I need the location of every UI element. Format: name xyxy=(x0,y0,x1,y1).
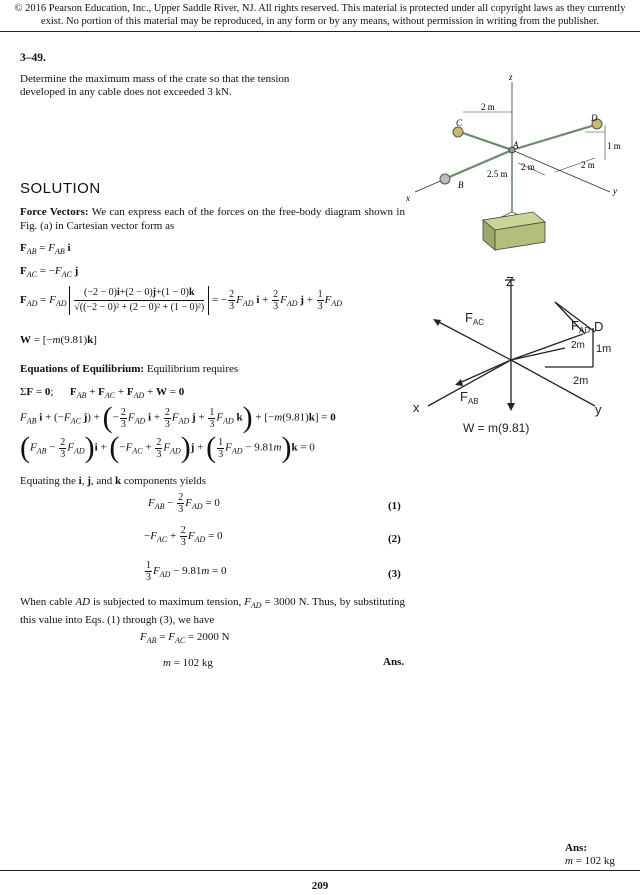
fig-dim-2m-top: 2 m xyxy=(481,102,495,112)
page-number: 209 xyxy=(311,880,329,892)
copyright-notice: © 2016 Pearson Education, Inc., Upper Saddle River, NJ. All rights reserved. This material is protected under all copyright laws as they currently exist. No portion of this material may be reproduced, in any form or by any means, without permission in writing from the publisher. xyxy=(14,3,626,27)
eq-number-2: (2) xyxy=(388,533,401,545)
fbd-dim-2m-b: 2m xyxy=(573,375,589,387)
fbd-x-label: x xyxy=(413,400,420,415)
free-body-diagram xyxy=(405,272,612,442)
eq-3: $\frac{1}{3}$ $F_{AD} - 9.81m = 0$ xyxy=(146,560,227,583)
result-mass: m = 102 kg xyxy=(163,657,213,669)
problem-figure xyxy=(395,70,635,250)
eq-number-3: (3) xyxy=(388,568,401,580)
eq-FAD: $F_{AD} = F_{AD}$ $\frac{(-2 - 0)i+(2 - 0)j+(1 - 0)k}{\text{√((−2 − 0)² + (2 − 0)² + (1 − 0)²)}}$ = − $\frac{2}{3}$ $F_{AD}$ i + $\frac{2}{3}$ $F_{AD}$ j + $\frac{1}{3}$ $F_{AD}$ xyxy=(20,287,343,313)
fig-y-label: y xyxy=(613,186,617,196)
eq-2: $-F_{AC}$ + $\frac{2}{3}$ $F_{AD} = 0$ xyxy=(144,525,223,548)
fig-A-label: A xyxy=(513,140,519,150)
fbd-y-label: y xyxy=(595,402,602,417)
result-forces: $F_{AB} = F_{AC} = 2000$ N xyxy=(140,631,230,646)
force-vectors-paragraph xyxy=(20,205,405,233)
eq-1: $F_{AB}$ − $\frac{2}{3}$ $F_{AD} = 0$ xyxy=(148,492,220,515)
eq-number-1: (1) xyxy=(388,500,401,512)
fbd-dim-1m: 1m xyxy=(596,343,612,355)
answer-box-label: Ans: xyxy=(565,842,588,854)
fig-dim-2m-right: 2 m xyxy=(581,160,595,170)
fbd-Z-label: Z xyxy=(506,274,514,289)
problem-number: 3–49. xyxy=(20,52,46,64)
header-rule xyxy=(0,31,640,32)
fig-C-label: C xyxy=(456,118,463,128)
eq-sum-forces: ΣF = 0; $F_{AB} + F_{AC} + F_{AD} + W = 0$ xyxy=(20,386,185,401)
force-vectors-text: We can express each of the forces on the free-body diagram shown in Fig. (a) in Cartesian vector form as xyxy=(20,206,405,232)
fig-D-label: D xyxy=(591,113,598,123)
equating-text: Equating the i, j, and k components yields xyxy=(20,475,207,487)
force-vectors-title: Force Vectors: xyxy=(20,206,89,218)
problem-statement: Determine the maximum mass of the crate so that the tension developed in any cable does not exceeded 3 kN. xyxy=(20,73,290,98)
fig-dim-1m: 1 m xyxy=(607,141,621,151)
fbd-W-label: W = m(9.81) xyxy=(463,421,530,435)
fig-dim-2m-mid: 2 m xyxy=(521,162,535,172)
eq-FAC: $F_{AC} = -F_{AC}$ j xyxy=(20,265,79,280)
fbd-FAD-label: $F_{AD}$ xyxy=(571,318,591,335)
answer-box-value: m = 102 kg xyxy=(565,855,615,867)
equilibrium-text: Equilibrium requires xyxy=(146,363,239,375)
fig-z-label: z xyxy=(509,72,513,82)
fig-x-label: x xyxy=(406,193,410,203)
eq-expanded: $F_{AB}$ $i + (-F_{AC}$ j) + (− $\frac{2}{3}$ $F_{AD}$ i + $\frac{2}{3}$ $F_{AD}$ j + $\frac{1}{3}$ $F_{AD}$ k) + [−m(9.81)k] = 0 xyxy=(20,401,336,434)
equilibrium-paragraph xyxy=(20,362,405,376)
fig-B-label: B xyxy=(458,180,464,190)
eq-components: ($F_{AB}$ − $\frac{2}{3}$ $F_{AD})i + (-F_{AC}$ + $\frac{2}{3}$ $F_{AD})j$ + ( $\frac{1}{3}$ $F_{AD} - 9.81m)k = 0$ xyxy=(20,431,315,464)
solution-heading: SOLUTION xyxy=(20,180,101,197)
equilibrium-title: Equations of Equilibrium: xyxy=(20,363,145,375)
eq-W: W = [−m(9.81)k] xyxy=(20,334,97,346)
fbd-FAC-label: $F_{AC}$ xyxy=(465,310,485,327)
eq-FAB: $F_{AB} = F_{AB}$ i xyxy=(20,242,71,257)
footer-rule xyxy=(0,870,640,871)
fbd-D-label: D xyxy=(594,319,604,334)
ans-label: Ans. xyxy=(383,656,405,668)
fig-dim-2-5m: 2.5 m xyxy=(487,169,508,179)
substitution-text: When cable AD is subjected to maximum tension, $F_{AD} = 3000$ N. Thus, by substituting this value into Eqs. (1) through (3), we have xyxy=(20,596,405,627)
fbd-FAB-label: $F_{AB}$ xyxy=(460,389,479,406)
fbd-dim-2m-a: 2m xyxy=(571,340,585,351)
